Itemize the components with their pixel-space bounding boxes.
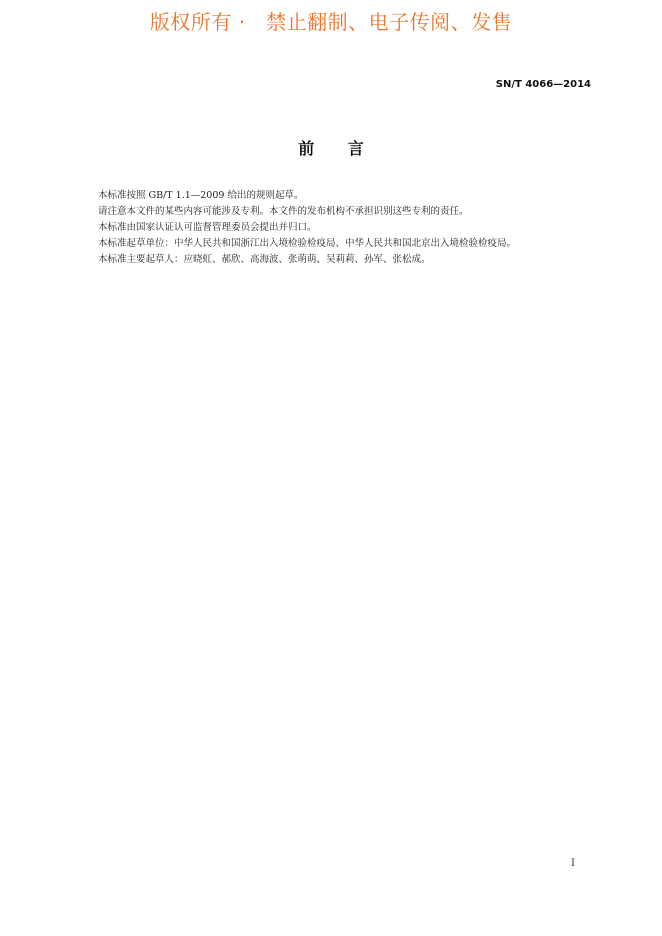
- page-title: 前 言: [298, 139, 364, 158]
- paragraph-drafting-rules: 本标准按照 GB/T 1.1—2009 给出的规则起草。: [98, 190, 304, 201]
- copyright-watermark: 版权所有 · 禁止翻制、电子传阅、发售: [149, 10, 513, 34]
- page-number: I: [571, 858, 575, 869]
- paragraph-drafting-units: 本标准起草单位：中华人民共和国浙江出入境检验检疫局、中华人民共和国北京出入境检验检疫局。: [98, 238, 517, 249]
- foreword-body: [79, 188, 593, 268]
- standard-code: SN/T 4066—2014: [495, 79, 591, 90]
- paragraph-patent-notice: 请注意本文件的某些内容可能涉及专利。本文件的发布机构不承担识别这些专利的责任。: [98, 206, 469, 217]
- paragraph-proposer: 本标准由国家认证认可监督管理委员会提出并归口。: [98, 222, 317, 233]
- paragraph-drafters: 本标准主要起草人：应晓虹、郝欣、高海波、张萌萌、吴莉莉、孙军、张松成。: [98, 254, 431, 265]
